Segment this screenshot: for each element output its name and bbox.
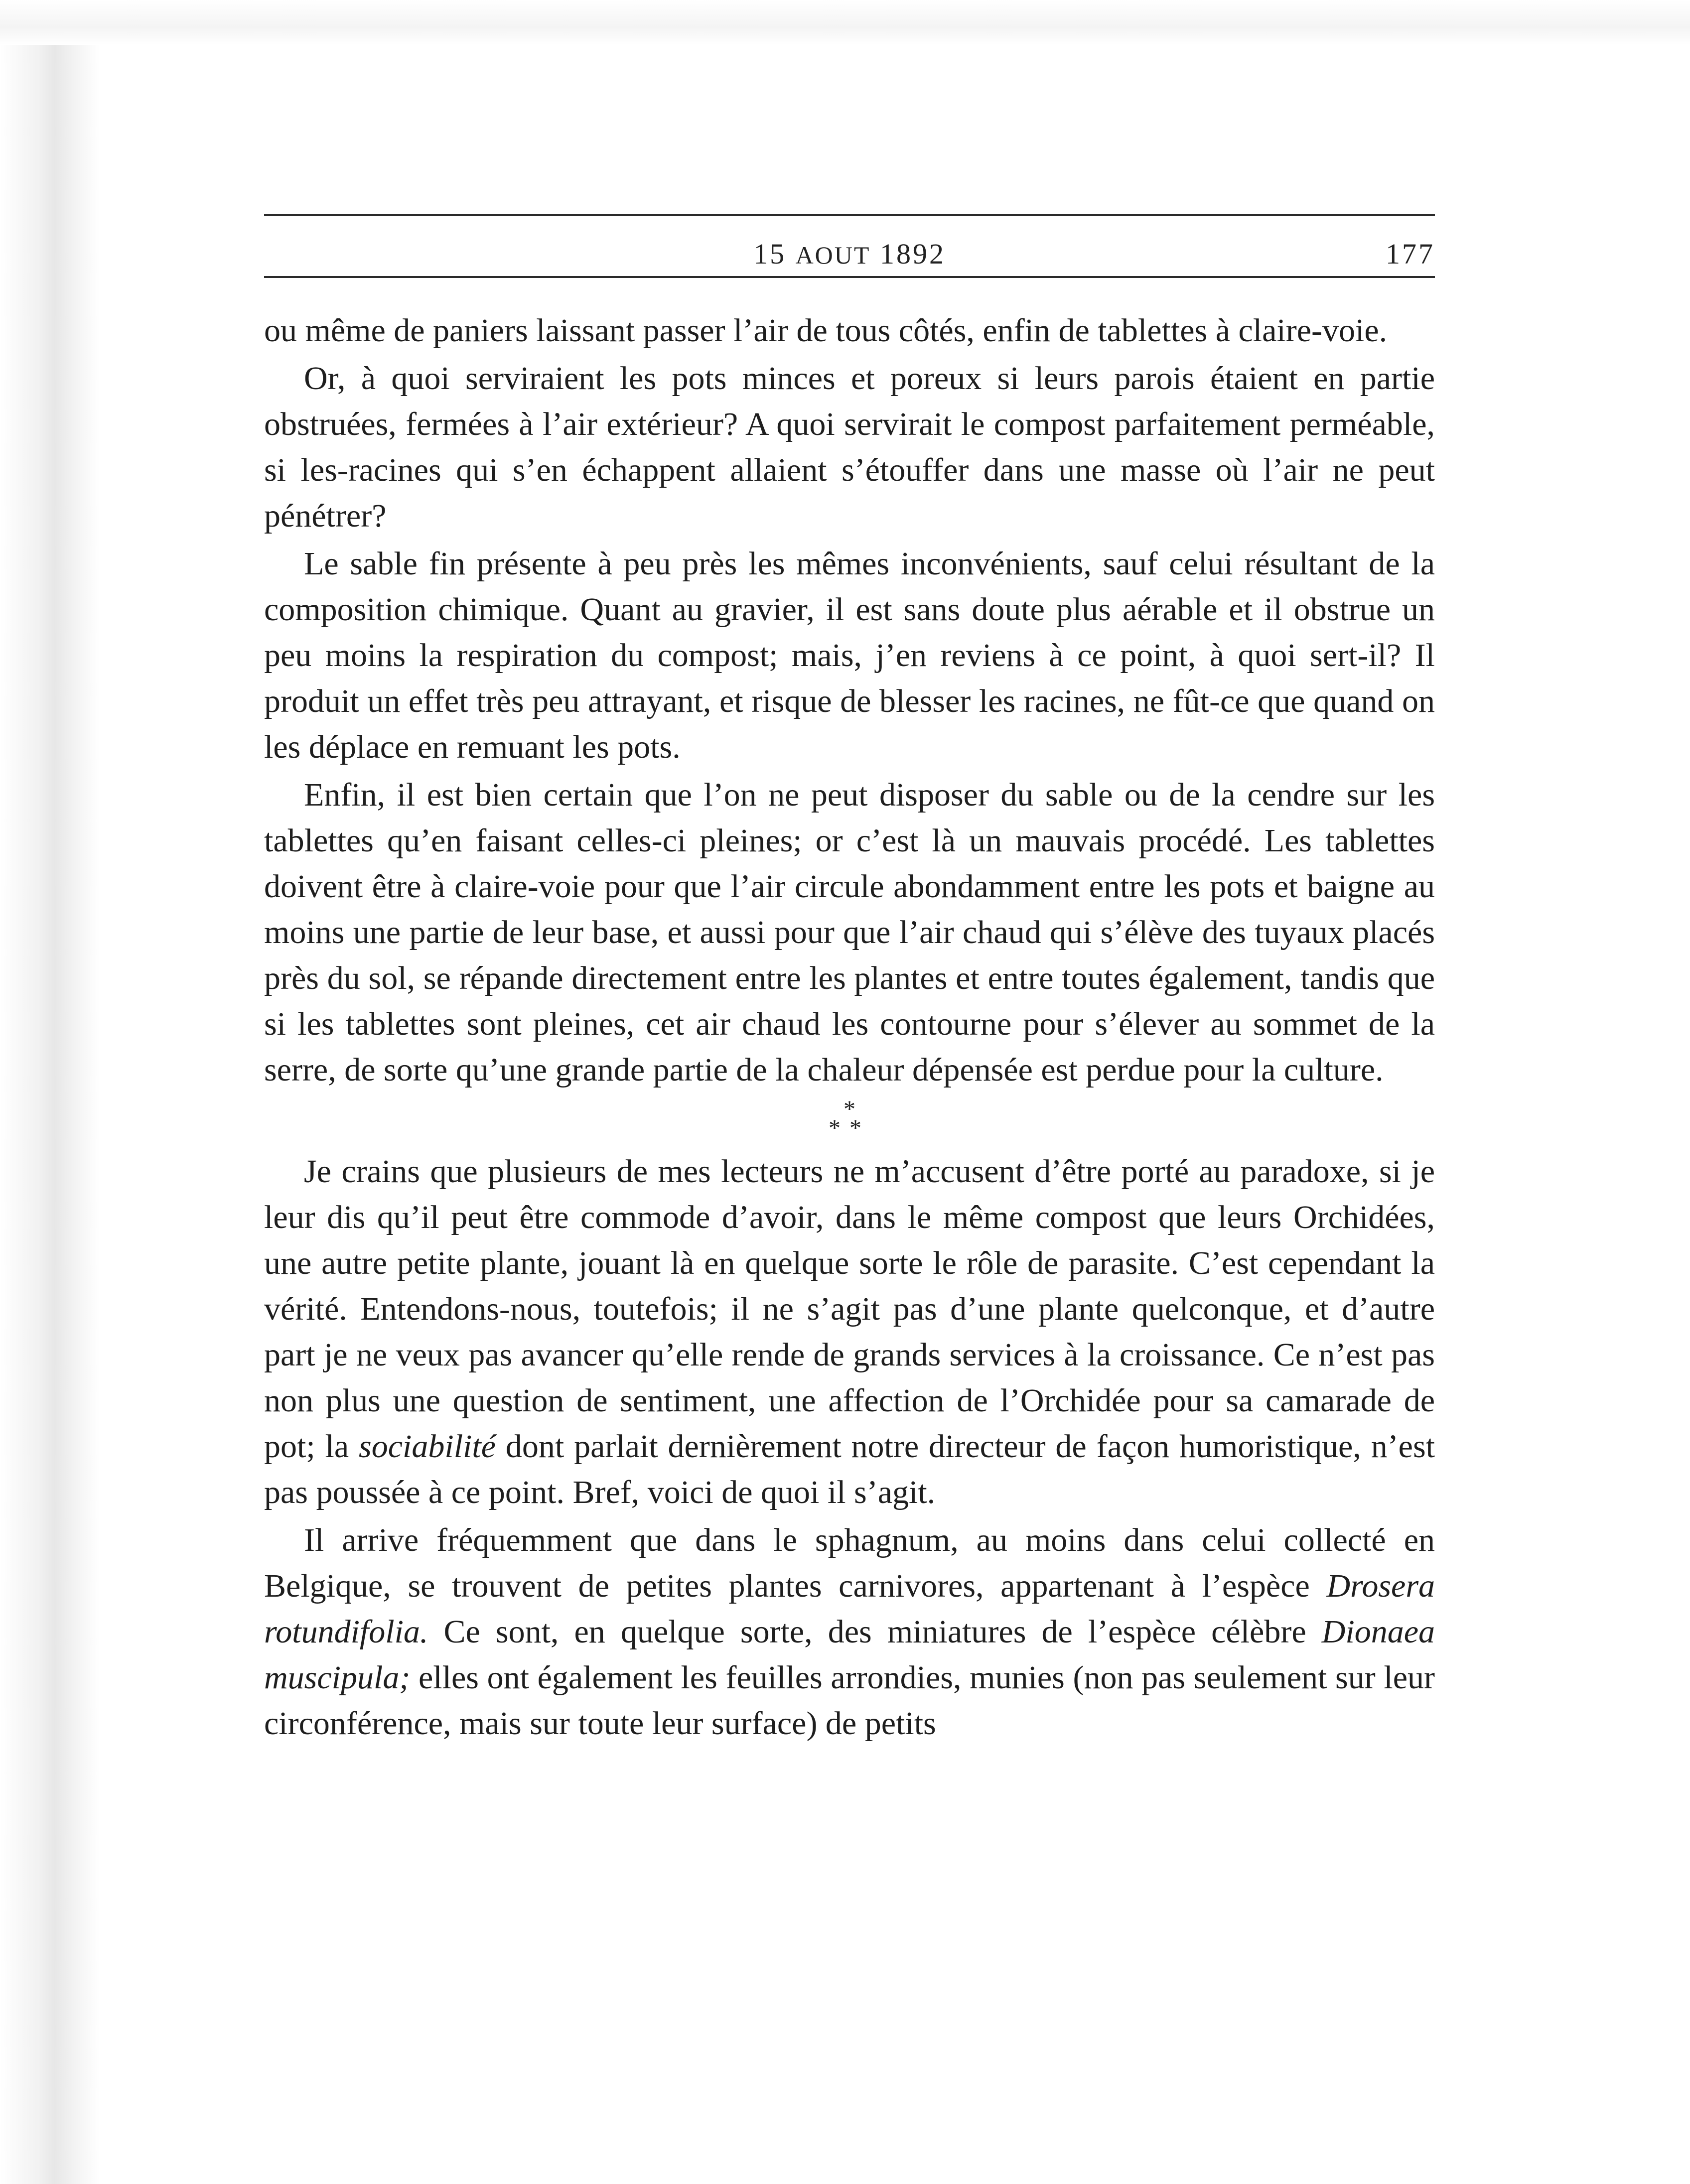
paragraph-6-species-drosera: Drosera rotundifolia. — [264, 1568, 1435, 1650]
running-header — [264, 216, 1435, 276]
section-asterism — [264, 1096, 1435, 1141]
paragraph-6-text-b: Ce sont, en quelque sorte, des miniatures de l’espèce célèbre — [428, 1614, 1322, 1650]
asterism-bottom: ** — [829, 1115, 870, 1141]
paragraph-6-species-dionaea: Dionaea muscipula; — [264, 1614, 1435, 1696]
paragraph-6-text-a: Il arrive fréquemment que dans le sphagnum, au moins dans celui collecté en Belgique, se trouvent de petites plantes carnivores, appartenant à l’espèce — [264, 1522, 1435, 1604]
paragraph-1: ou même de paniers laissant passer l’air de tous côtés, enfin de tablettes à claire-voie. — [264, 312, 1388, 349]
scan-margin-shadow — [0, 0, 100, 2184]
date-month: AOUT — [795, 241, 871, 269]
paragraph-2: Or, à quoi serviraient les pots minces et poreux si leurs parois étaient en partie obstruées, fermées à l’air extérieur? A quoi servirait le compost parfaitement perméable, si les-racines qui s’en échappent allaient s’étouffer dans une masse où l’air ne peut pénétrer? — [264, 360, 1435, 534]
asterism-top: * — [844, 1096, 855, 1122]
date-year: 1892 — [879, 238, 946, 270]
header-date — [264, 237, 1435, 271]
paragraph-4: Enfin, il est bien certain que l’on ne peut disposer du sable ou de la cendre sur les tablettes qu’en faisant celles-ci pleines; or c’est là un mauvais procédé. Les tablettes doivent être à claire-voie pour que l’air circule abondamment entre les pots et baigne au moins une partie de leur base, et aussi pour que l’air chaud qui s’élève des tuyaux placés près du sol, se répande directement entre les plantes et entre toutes également, tandis que si les tablettes sont pleines, cet air chaud les contourne pour s’élever au sommet de la serre, de sorte qu’une grande partie de la chaleur dépensée est perdue pour la culture. — [264, 777, 1435, 1088]
date-day: 15 — [753, 238, 787, 270]
paragraph-5 — [264, 1149, 1435, 1515]
header-bottom-rule — [264, 276, 1435, 278]
paragraph-5-text-a: Je crains que plusieurs de mes lecteurs ne m’accusent d’être porté au paradoxe, si je leur dis qu’il peut être commode d’avoir, dans le même compost que leurs Orchidées, une autre petite plante, jouant là en quelque sorte le rôle de parasite. C’est cependant la vérité. Entendons-nous, toutefois; il ne s’agit pas d’une plante quelconque, et d’autre part je ne veux pas avancer qu’elle rende de grands services à la croissance. Ce n’est pas non plus une question de sentiment, une affection de l’Orchidée pour sa camarade de pot; la — [264, 1153, 1435, 1465]
paragraph-5-text-b: dont parlait dernièrement notre directeur de façon humoristique, n’est pas poussée à ce point. Bref, voici de quoi il s’agit. — [264, 1428, 1435, 1510]
paragraph-6 — [264, 1517, 1435, 1747]
paragraph-5-italic-term: sociabilité — [359, 1428, 496, 1465]
paragraph-6-text-c: elles ont également les feuilles arrondies, munies (non pas seulement sur leur circonférence, mais sur toute leur surface) de petits — [264, 1659, 1435, 1742]
paragraph-3: Le sable fin présente à peu près les mêmes inconvénients, sauf celui résultant de la composition chimique. Quant au gravier, il est sans doute plus aérable et il obstrue un peu moins la respiration du compost; mais, j’en reviens à ce point, à quoi sert-il? Il produit un effet très peu attrayant, et risque de blesser les racines, ne fût-ce que quand on les déplace en remuant les pots. — [264, 546, 1435, 765]
book-page — [264, 214, 1435, 1749]
page-number: 177 — [1386, 238, 1435, 270]
scan-top-shadow — [0, 0, 1690, 45]
article-body — [264, 308, 1435, 1747]
